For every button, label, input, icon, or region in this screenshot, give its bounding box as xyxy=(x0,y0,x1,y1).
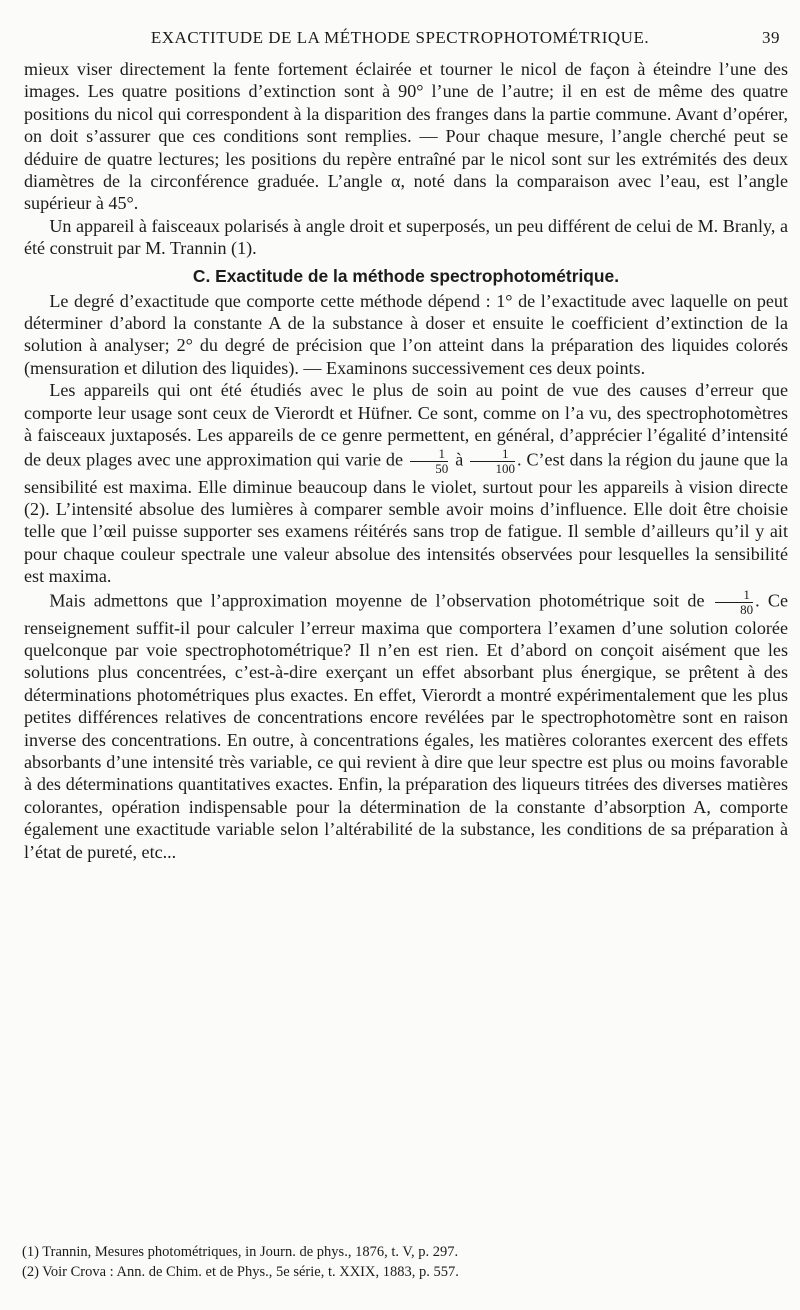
body-text xyxy=(24,58,788,863)
fraction-numerator: 1 xyxy=(410,447,448,462)
paragraph-5 xyxy=(24,588,788,863)
fraction-one-fiftieth xyxy=(410,447,448,476)
running-title: EXACTITUDE DE LA MÉTHODE SPECTROPHOTOMÉTRIQUE. xyxy=(150,28,650,47)
fraction-numerator: 1 xyxy=(715,588,753,603)
footnote-2: (2) Voir Crova : Ann. de Chim. et de Phys., 5e série, t. XXIX, 1883, p. 557. xyxy=(22,1264,459,1280)
paragraph-4-part-b: à xyxy=(455,449,464,470)
section-title: C. Exactitude de la méthode spectrophotométrique. xyxy=(192,265,620,286)
paragraph-5-part-a: Mais admettons que l’approximation moyenne de l’observation photométrique soit de xyxy=(49,590,705,611)
paragraph-3: Le degré d’exactitude que comporte cette méthode dépend : 1° de l’exactitude avec laquelle on peut déterminer d’abord la constante A de la substance à doser et ensuite le coefficient d’extinction de la solution à analyser; 2° du degré de précision que l’on atteint dans la préparation des liquides colorés (mensuration et dilution des liquides). — Examinons successivement ces deux points. xyxy=(24,290,788,378)
page-number: 39 xyxy=(762,28,780,47)
footnote-1: (1) Trannin, Mesures photométriques, in Journ. de phys., 1876, t. V, p. 297. xyxy=(22,1244,459,1260)
footnotes xyxy=(22,1242,786,1282)
fraction-one-hundredth xyxy=(470,447,515,476)
fraction-denominator: 50 xyxy=(435,460,449,476)
running-header xyxy=(0,28,800,56)
paragraph-5-part-b: . Ce renseignement suffit-il pour calculer l’erreur maxima que comportera l’examen d’une solution colorée quelconque par voie spectrophotométrique? Il n’en est rien. Et d’abord on conçoit aisément que les solutions plus concentrées, c’est-à-dire exerçant un effet absorbant plus énergique, se prêtent à des déterminations photométriques plus exactes. En effet, Vierordt a montré expérimentalement que les plus petites différences relatives de concentrations encore revélées par le spectrophotomètre sont en raison inverse des concentrations. En outre, à concentrations égales, les matières colorantes exercent des effets absorbants d’une intensité très variable, ce qui revient à dire que leur spectre est plus ou moins favorable à des déterminations quantitatives exactes. Enfin, la préparation des liqueurs titrées des diverses matières colorantes, opération indispensable pour la détermination de la constante d’absorption A, comporte également une exactitude variable selon l’altérabilité de la substance, les conditions de sa préparation à l’état de pureté, etc... xyxy=(24,590,788,862)
paragraph-1: mieux viser directement la fente fortement éclairée et tourner le nicol de façon à éteindre l’une des images. Les quatre positions d’extinction sont à 90° l’une de l’autre; il en est de même des quatre positions du nicol qui correspondent à la disparition des franges dans la partie commune. Avant d’opérer, on doit s’assurer que ces conditions sont remplies. — Pour chaque mesure, l’angle cherché peut se déduire de quatre lectures; les positions du repère entraîné par le nicol sont sur les extrémités des deux diamètres de la circonférence graduée. L’angle α, noté dans la comparaison avec l’eau, est l’angle supérieur à 45°. xyxy=(24,59,788,214)
paragraph-4 xyxy=(24,379,788,587)
fraction-denominator: 80 xyxy=(740,601,754,617)
paragraph-4-part-c: . C’est dans la région du jaune que la sensibilité est maxima. Elle diminue beaucoup dans le violet, surtout pour les appareils à vision directe (2). L’intensité absolue des lumières à comparer semble avoir moins d’influence. Elle doit être choisie telle que l’œil puisse supporter ses examens réitérés sans trop de fatigue. Il semble d’ailleurs qu’il y ait pour chaque couleur spectrale une valeur absolue des intensités observées pour lesquelles la sensibilité est maxima. xyxy=(24,449,789,587)
fraction-one-eightieth xyxy=(715,588,753,617)
paragraph-4-part-a: Les appareils qui ont été étudiés avec le plus de soin au point de vue des causes d’erreur que comporte leur usage sont ceux de Vierordt et Hüfner. Ce sont, comme on l’a vu, des spectrophotomètres à faisceaux juxtaposés. Les appareils de ce genre permettent, en général, d’apprécier l’égalité d’intensité de deux plages avec une approximation qui varie de xyxy=(24,380,788,470)
fraction-numerator: 1 xyxy=(470,447,515,462)
fraction-denominator: 100 xyxy=(495,460,516,476)
paragraph-2: Un appareil à faisceaux polarisés à angle droit et superposés, un peu différent de celui de M. Branly, a été construit par M. Trannin (1). xyxy=(24,215,788,259)
